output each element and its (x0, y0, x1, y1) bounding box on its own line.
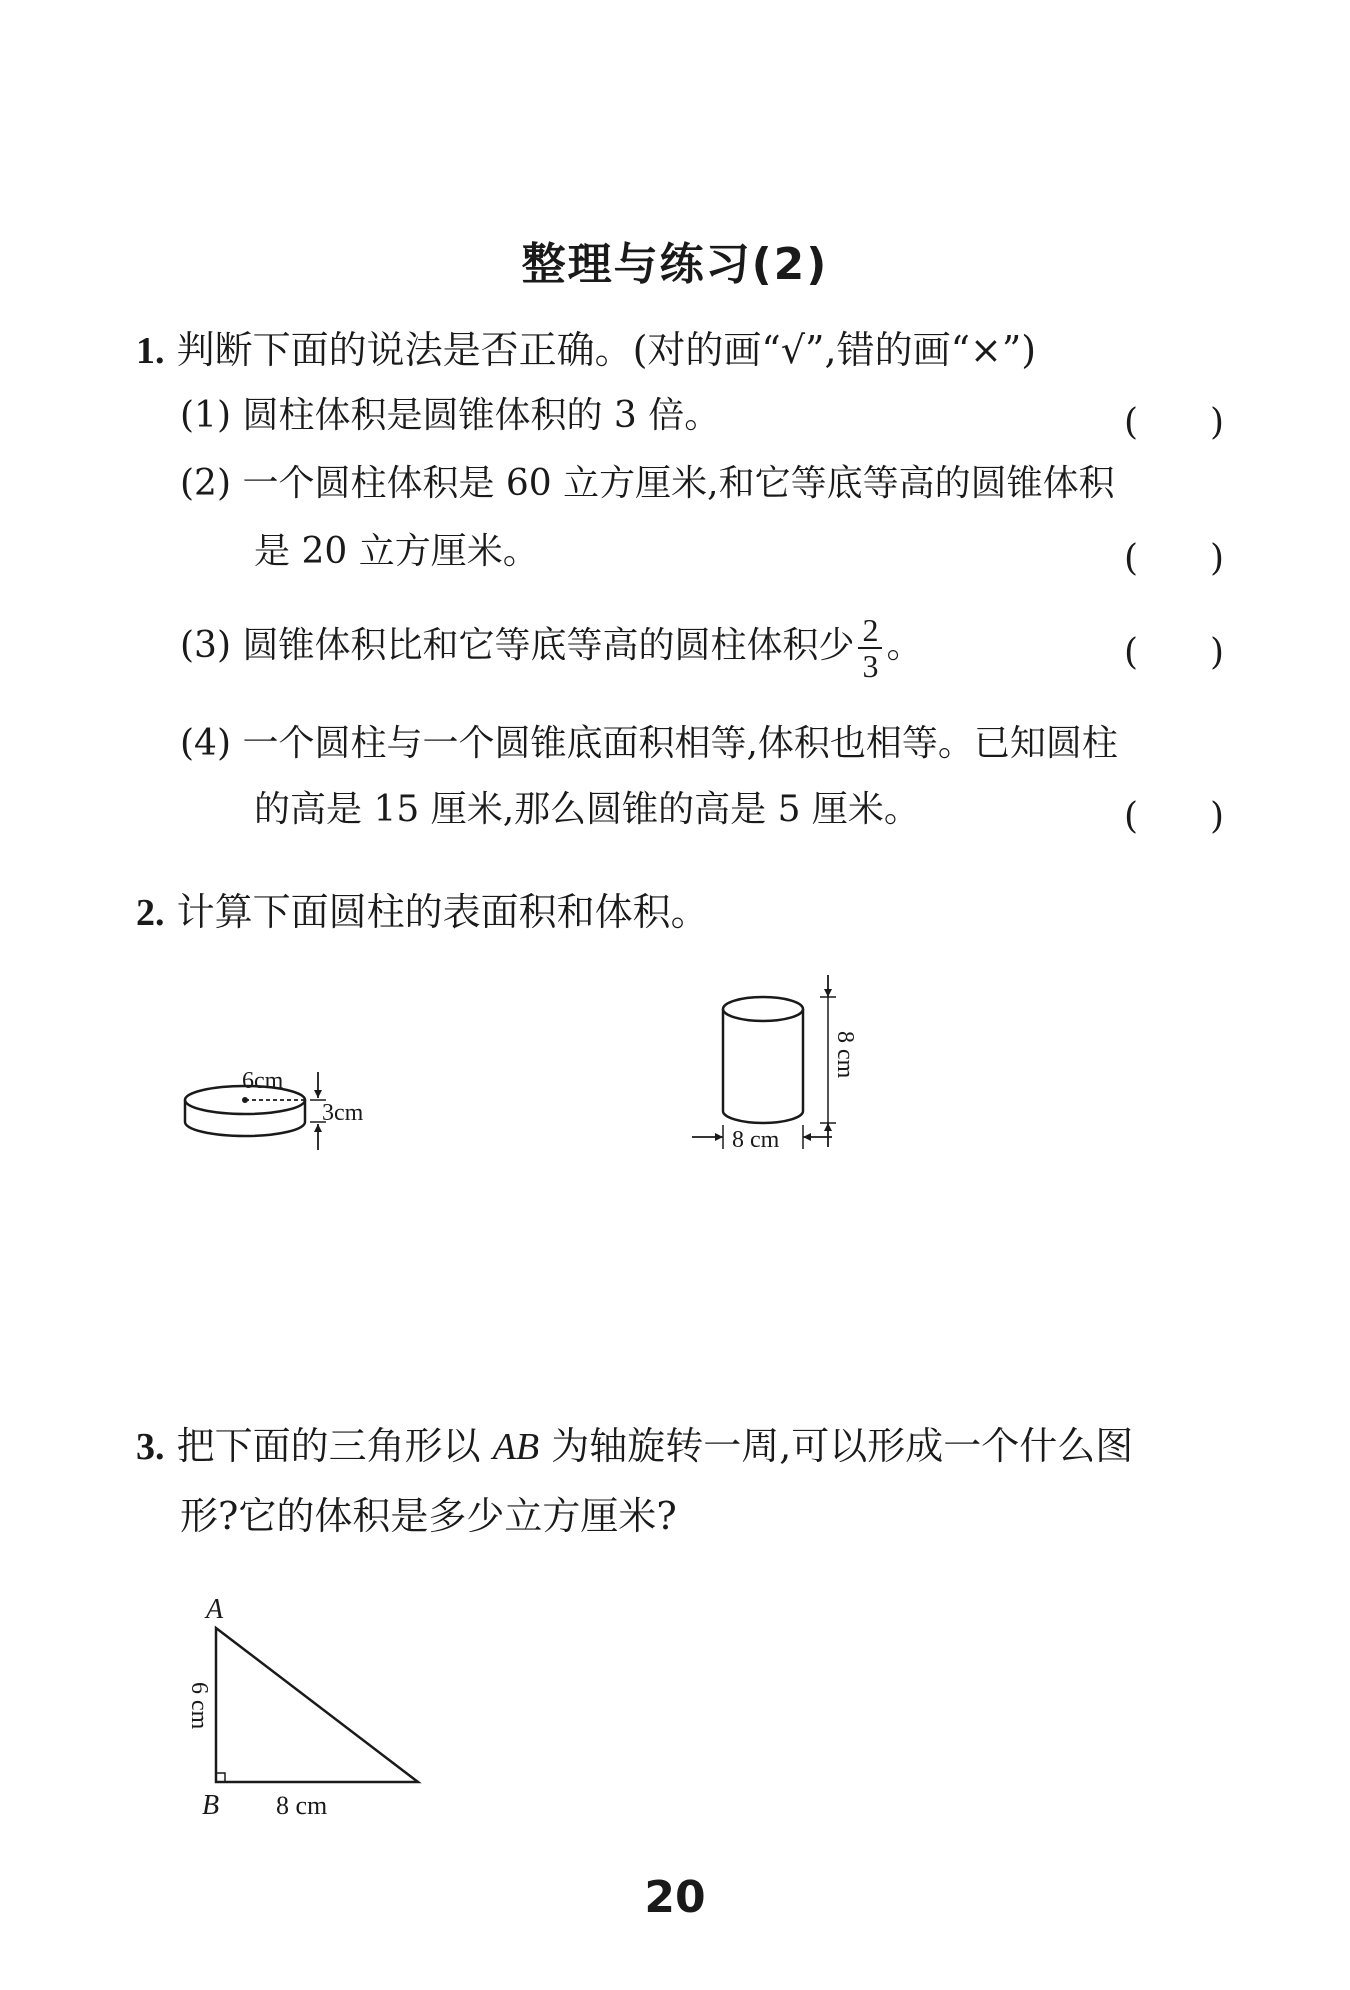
question-3-text-post: 为轴旋转一周,可以形成一个什么图 (539, 1424, 1134, 1468)
q1-item-1-label: (1) (180, 395, 231, 436)
radius-label: 6cm (242, 1068, 284, 1094)
fraction-denominator: 3 (862, 648, 879, 684)
question-3-text-line2: 形?它的体积是多少立方厘米? (180, 1494, 677, 1538)
question-1-number: 1. (136, 330, 165, 372)
q1-item-2-text-line2: 是 20 立方厘米。 (254, 531, 539, 572)
arrowhead-down-icon (824, 989, 832, 997)
side-ab-label: 6 cm (186, 1682, 212, 1730)
arrowhead-right-icon (715, 1133, 723, 1141)
question-2 (136, 890, 709, 935)
question-1 (136, 328, 1036, 373)
vertex-a-label: A (206, 1594, 224, 1625)
tall-cylinder-figure (680, 975, 870, 1165)
q1-item-3-tail: 。 (886, 625, 923, 666)
arrowhead-up-icon (314, 1124, 322, 1132)
q1-item-1-answer-box[interactable]: ( ) (1124, 402, 1225, 443)
q1-item-2-answer-box[interactable]: ( ) (1124, 538, 1225, 579)
flat-cylinder-figure (170, 1040, 390, 1170)
page-title: 整理与练习(2) (521, 239, 829, 290)
question-3-text-pre: 把下面的三角形以 (176, 1424, 493, 1468)
cylinder-bottom-arc (185, 1122, 305, 1136)
q1-item-4-label: (4) (180, 723, 231, 764)
q1-item-2-label: (2) (180, 463, 231, 504)
question-1-text: 判断下面的说法是否正确。(对的画“√”,错的画“×”) (176, 328, 1037, 372)
q1-item-4-text-line2: 的高是 15 厘米,那么圆锥的高是 5 厘米。 (254, 789, 920, 830)
right-angle-mark (216, 1773, 225, 1782)
arrowhead-left-icon (803, 1133, 811, 1141)
height-label: 8 cm (832, 1031, 858, 1079)
axis-ab-label: AB (492, 1426, 540, 1468)
arrowhead-down-icon (314, 1090, 322, 1098)
height-label: 3cm (322, 1100, 364, 1126)
q1-item-2 (180, 462, 1115, 506)
q1-item-3-label: (3) (180, 625, 231, 666)
question-2-text: 计算下面圆柱的表面积和体积。 (176, 890, 709, 934)
fraction-two-thirds (858, 613, 882, 683)
q1-item-3-answer-box[interactable]: ( ) (1124, 632, 1225, 673)
q1-item-4-answer-box[interactable]: ( ) (1124, 796, 1225, 837)
q1-item-3 (180, 608, 922, 684)
question-3-number: 3. (136, 1426, 165, 1468)
question-2-number: 2. (136, 892, 165, 934)
question-3 (136, 1424, 1133, 1469)
base-label: 8 cm (276, 1791, 328, 1820)
q1-item-1 (180, 394, 720, 438)
q1-item-4 (180, 722, 1118, 766)
cylinder-bottom-arc (723, 1111, 803, 1123)
q1-item-3-text: 圆锥体积比和它等底等高的圆柱体积少 (242, 625, 855, 666)
fraction-numerator: 2 (858, 613, 882, 649)
page-number: 20 (644, 1872, 706, 1923)
arrowhead-up-icon (824, 1123, 832, 1131)
triangle-outline (216, 1628, 418, 1782)
cylinder-top-ellipse (723, 997, 803, 1021)
q1-item-1-text: 圆柱体积是圆锥体积的 3 倍。 (242, 395, 721, 436)
q1-item-4-text-line1: 一个圆柱与一个圆锥底面积相等,体积也相等。已知圆柱 (242, 723, 1118, 764)
right-triangle-figure (170, 1592, 440, 1822)
vertex-b-label: B (202, 1790, 220, 1821)
q1-item-2-text-line1: 一个圆柱体积是 60 立方厘米,和它等底等高的圆锥体积 (242, 463, 1115, 504)
width-label: 8 cm (732, 1127, 780, 1153)
